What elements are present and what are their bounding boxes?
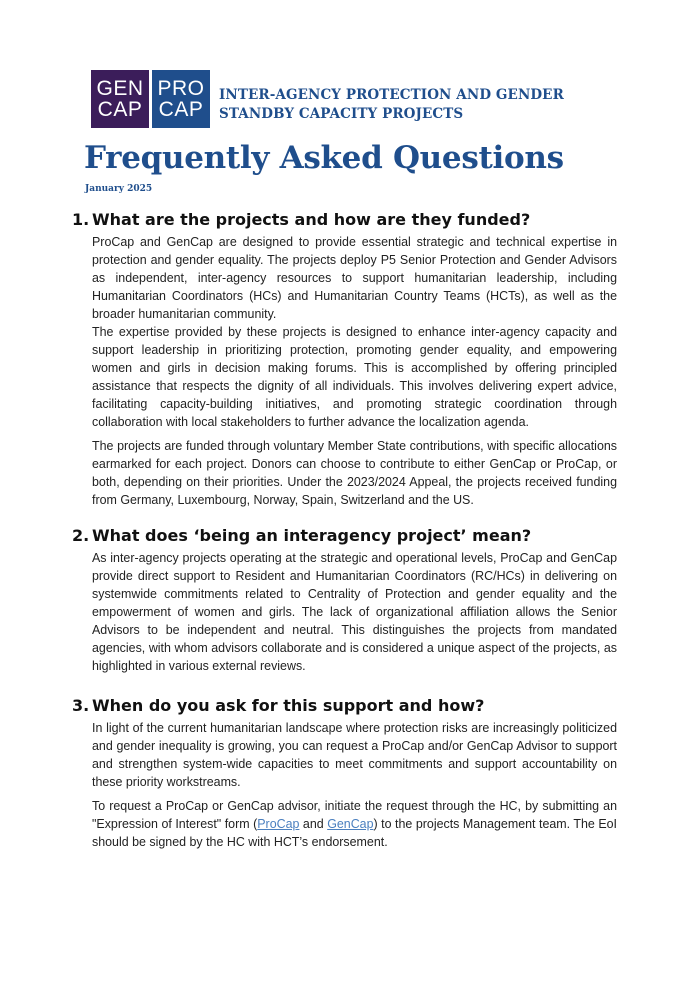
procap-logo <box>152 70 210 128</box>
question-number: 2. <box>72 526 90 545</box>
question-text: What are the projects and how are they funded? <box>92 210 531 229</box>
answer-paragraph: As inter-agency projects operating at the strategic and operational levels, ProCap and GenCap provide direct support to Resident and Humanitarian Coordinators (RC/HCs) in delivering on systemwide commitments related to Centrality of Protection and gender equality and the empowerment of women and girls. The lack of organizational affiliation allows the Senior Advisors to be independent and neutral. This distinguishes the projects from mandated agencies, with whom advisors collaborate and is considered a unique aspect of the projects, as highlighted in various external reviews. <box>92 551 617 673</box>
question-heading-2 <box>72 526 617 545</box>
question-number: 1. <box>72 210 90 229</box>
request-text-start: To request a ProCap or GenCap advisor, initiate the request through the HC, by submitting an "Expression of Interest" form ( <box>92 799 617 831</box>
answer-paragraph: ProCap and GenCap are designed to provide essential strategic and technical expertise in protection and gender equality. The projects deploy P5 Senior Protection and Gender Advisors as independent, inter-agency resources to support humanitarian leadership, including Humanitarian Coordinators (HCs) and Humanitarian Country Teams (HCTs), as well as the broader humanitarian community. <box>92 235 617 321</box>
faq-section-3 <box>72 696 617 851</box>
organization-name <box>219 86 564 124</box>
request-text-between: and <box>299 817 328 831</box>
procap-form-link[interactable]: ProCap <box>257 817 300 831</box>
faq-section-2 <box>72 526 617 675</box>
question-heading-1 <box>72 210 617 229</box>
procap-logo-line1: PRO <box>157 77 205 100</box>
gencap-logo-line2: CAP <box>97 98 143 121</box>
question-heading-3 <box>72 696 617 715</box>
procap-logo-line2: CAP <box>158 98 204 121</box>
request-paragraph <box>92 797 617 851</box>
page-title: Frequently Asked Questions <box>84 140 564 176</box>
document-date: January 2025 <box>85 184 153 194</box>
request-text-end: ) to the projects Management team. The EoI should be signed by the HC with HCT’s endorsement. <box>92 817 617 849</box>
gencap-form-link[interactable]: GenCap <box>327 817 374 831</box>
question-text: What does ‘being an interagency project’ mean? <box>92 526 532 545</box>
gencap-logo <box>91 70 149 128</box>
answer-paragraph: In light of the current humanitarian landscape where protection risks are increasingly politicized and gender inequality is growing, you can request a ProCap and/or GenCap Advisor to support and strengthen system-wide capacities to meet commitments and support accountability on these priority workstreams. <box>92 721 617 789</box>
organization-name-line1: INTER-AGENCY PROTECTION AND GENDER <box>219 87 564 103</box>
faq-section-1 <box>72 210 617 509</box>
organization-name-line2: STANDBY CAPACITY PROJECTS <box>219 106 464 122</box>
question-text: When do you ask for this support and how? <box>92 696 485 715</box>
answer-paragraph: The projects are funded through voluntary Member State contributions, with specific allocations earmarked for each project. Donors can choose to contribute to either GenCap or ProCap, or both, depending on their priorities. Under the 2023/2024 Appeal, the projects received funding from Germany, Luxembourg, Norway, Spain, Switzerland and the US. <box>92 439 617 507</box>
answer-paragraph: The expertise provided by these projects is designed to enhance inter-agency capacity and support leadership in prioritizing protection, promoting gender equality, and empowering women and girls in decision making forums. This is accomplished by offering principled assistance that respects the dignity of all individuals. This involves delivering expert advice, facilitating capacity-building initiatives, and promoting strategic coordination through collaboration with local stakeholders to further advance the localization agenda. <box>92 325 617 429</box>
gencap-logo-line1: GEN <box>96 77 144 100</box>
question-number: 3. <box>72 696 90 715</box>
